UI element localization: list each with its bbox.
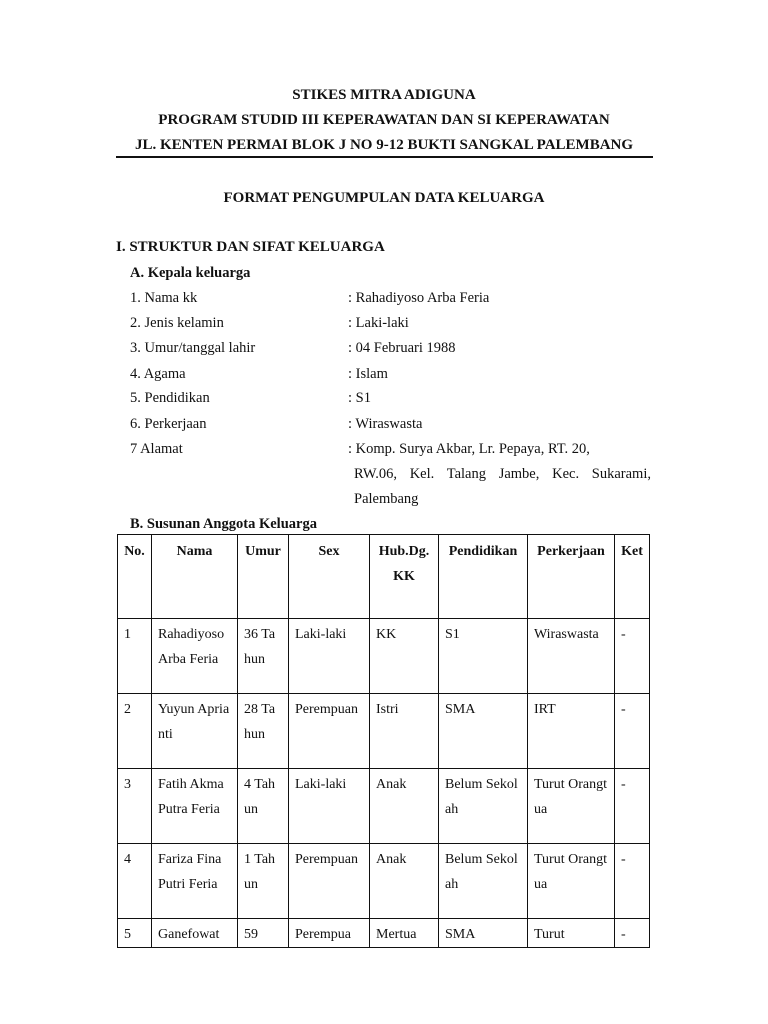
- family-members-table: [117, 534, 650, 948]
- subsection-head-of-family: A. Kepala keluarga: [130, 265, 251, 281]
- header-no: No.: [118, 535, 152, 619]
- cell-relation: Istri: [370, 694, 439, 769]
- subsection-family-members: B. Susunan Anggota Keluarga: [130, 516, 317, 532]
- field-value-sex: : Laki-laki: [348, 315, 409, 331]
- cell-name: Yuyun Aprianti: [152, 694, 238, 769]
- cell-relation: Anak: [370, 844, 439, 919]
- table-header-row: [118, 535, 650, 619]
- cell-relation: KK: [370, 619, 439, 694]
- cell-age: 36 Tahun: [238, 619, 289, 694]
- header-name: Nama: [152, 535, 238, 619]
- cell-occupation: Turut: [528, 919, 615, 948]
- cell-notes: -: [615, 769, 650, 844]
- address-continuation: RW.06, Kel. Talang Jambe, Kec. Sukarami,: [354, 466, 651, 482]
- cell-education: Belum Sekolah: [439, 769, 528, 844]
- field-label-occupation: 6. Perkerjaan: [130, 416, 207, 432]
- table-row: [118, 619, 650, 694]
- cell-name: Ganefowat: [152, 919, 238, 948]
- institution-name: STIKES MITRA ADIGUNA: [292, 87, 476, 103]
- header-sex: Sex: [289, 535, 370, 619]
- cell-sex: Perempuan: [289, 694, 370, 769]
- table-row: [118, 844, 650, 919]
- field-label-religion: 4. Agama: [130, 366, 186, 382]
- field-value-religion: : Islam: [348, 366, 388, 382]
- field-label-address: 7 Alamat: [130, 441, 183, 457]
- cell-notes: -: [615, 844, 650, 919]
- cell-name: Rahadiyoso Arba Feria: [152, 619, 238, 694]
- cell-no: 3: [118, 769, 152, 844]
- table-row: [118, 769, 650, 844]
- address-city: Palembang: [354, 491, 419, 507]
- cell-notes: -: [615, 694, 650, 769]
- field-value-address: : Komp. Surya Akbar, Lr. Pepaya, RT. 20,: [348, 441, 590, 457]
- cell-occupation: Turut Orangtua: [528, 769, 615, 844]
- cell-age: 1 Tahun: [238, 844, 289, 919]
- table-row: [118, 919, 650, 948]
- cell-age: 4 Tahun: [238, 769, 289, 844]
- field-label-sex: 2. Jenis kelamin: [130, 315, 224, 331]
- cell-notes: -: [615, 619, 650, 694]
- header-notes: Ket: [615, 535, 650, 619]
- cell-sex: Laki-laki: [289, 769, 370, 844]
- section-heading: I. STRUKTUR DAN SIFAT KELUARGA: [116, 239, 385, 255]
- cell-education: SMA: [439, 694, 528, 769]
- table-row: [118, 694, 650, 769]
- cell-occupation: Wiraswasta: [528, 619, 615, 694]
- field-label-birthdate: 3. Umur/tanggal lahir: [130, 340, 256, 356]
- field-value-occupation: : Wiraswasta: [348, 416, 423, 432]
- field-label-name: 1. Nama kk: [130, 290, 198, 306]
- cell-no: 2: [118, 694, 152, 769]
- cell-relation: Anak: [370, 769, 439, 844]
- cell-sex: Perempua: [289, 919, 370, 948]
- cell-sex: Laki-laki: [289, 619, 370, 694]
- cell-age: 28 Tahun: [238, 694, 289, 769]
- cell-occupation: Turut Orangtua: [528, 844, 615, 919]
- institution-address: JL. KENTEN PERMAI BLOK J NO 9-12 BUKTI SANGKAL PALEMBANG: [134, 137, 634, 153]
- cell-occupation: IRT: [528, 694, 615, 769]
- header-age: Umur: [238, 535, 289, 619]
- header-underline: [116, 156, 653, 158]
- header-education: Pendidikan: [439, 535, 528, 619]
- cell-education: SMA: [439, 919, 528, 948]
- program-name: PROGRAM STUDID III KEPERAWATAN DAN SI KEPERAWATAN: [158, 112, 610, 128]
- cell-no: 5: [118, 919, 152, 948]
- cell-relation: Mertua: [370, 919, 439, 948]
- cell-name: Fariza Fina Putri Feria: [152, 844, 238, 919]
- cell-name: Fatih Akma Putra Feria: [152, 769, 238, 844]
- field-label-education: 5. Pendidikan: [130, 390, 210, 406]
- field-value-name: : Rahadiyoso Arba Feria: [348, 290, 490, 306]
- form-title: FORMAT PENGUMPULAN DATA KELUARGA: [223, 190, 545, 206]
- cell-no: 4: [118, 844, 152, 919]
- field-value-birthdate: : 04 Februari 1988: [348, 340, 456, 356]
- cell-no: 1: [118, 619, 152, 694]
- header-occupation: Perkerjaan: [528, 535, 615, 619]
- cell-notes: -: [615, 919, 650, 948]
- cell-education: Belum Sekolah: [439, 844, 528, 919]
- cell-sex: Perempuan: [289, 844, 370, 919]
- field-value-education: : S1: [348, 390, 371, 406]
- header-relation: Hub.Dg. KK: [370, 535, 439, 619]
- cell-age: 59: [238, 919, 289, 948]
- cell-education: S1: [439, 619, 528, 694]
